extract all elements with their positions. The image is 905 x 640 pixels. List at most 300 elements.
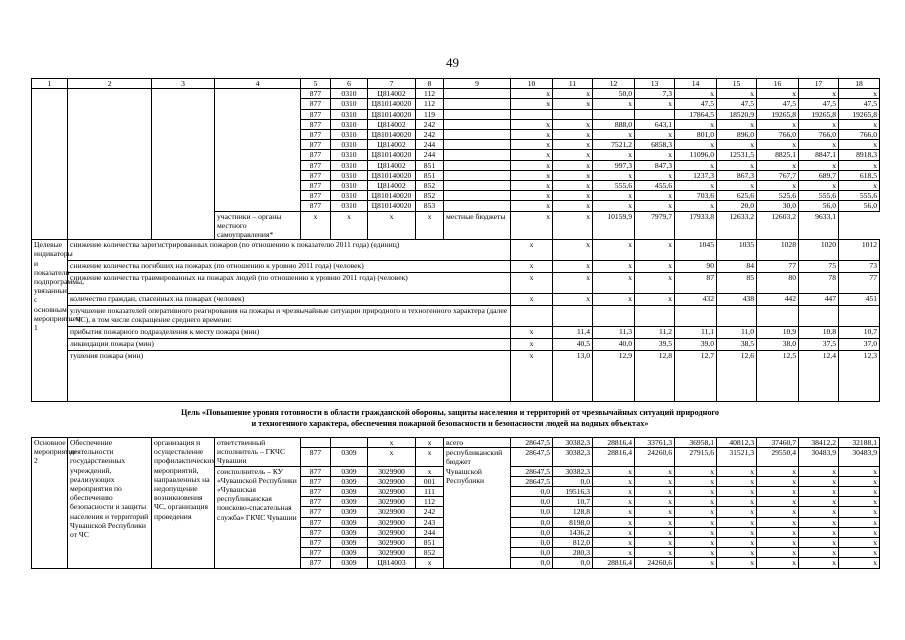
value-cell: x [799, 181, 839, 191]
code-cell: Ц814002 [368, 140, 416, 150]
code-cell: 877 [301, 548, 331, 558]
value-cell: 30382,3 [553, 466, 593, 476]
indicator-text: улучшение показателей оперативного реагирования на пожары и чрезвычайные ситуации природного и техногенного характера (далее – ЧС), в том числе сокращение среднего времени: [68, 306, 511, 327]
code-cell: Ц810140020 [368, 191, 416, 201]
column-number: 13 [635, 79, 675, 89]
value-cell: x [553, 119, 593, 129]
code-cell: 0310 [331, 181, 368, 191]
value-cell: 0,0 [511, 507, 553, 517]
value-cell: x [511, 181, 553, 191]
indicator-text: количество граждан, спасенных на пожарах (человек) [68, 294, 511, 306]
value-cell: x [511, 201, 553, 211]
value-cell: 47,5 [799, 99, 839, 109]
value-cell: 38,5 [717, 339, 757, 351]
value-cell: x [593, 476, 635, 486]
value-cell: x [717, 160, 757, 170]
indicator-row [32, 294, 880, 306]
column-number: 2 [68, 79, 152, 89]
value-cell: x [757, 497, 799, 507]
code-cell: 877 [301, 538, 331, 548]
column-number: 15 [717, 79, 757, 89]
value-cell: 0,0 [511, 517, 553, 527]
value-cell: 30483,9 [839, 448, 880, 466]
value-cell: 12,6 [717, 351, 757, 402]
value-cell: x [799, 538, 839, 548]
code-cell: 0309 [331, 448, 368, 466]
code-cell: 877 [301, 476, 331, 486]
value-cell: x [635, 201, 675, 211]
empty-cell [152, 89, 215, 240]
value-cell: 56,0 [799, 201, 839, 211]
value-cell: 30483,9 [799, 448, 839, 466]
value-cell: 38412,2 [799, 438, 839, 448]
value-cell: 11,0 [717, 327, 757, 339]
value-cell: 28647,5 [511, 438, 553, 448]
value-cell: x [553, 261, 593, 273]
value-cell [444, 201, 511, 211]
code-cell: Ц814003 [368, 558, 416, 568]
value-cell: 0,0 [511, 548, 553, 558]
code-cell: x [368, 438, 416, 448]
value-cell: x [839, 548, 880, 558]
column-number: 10 [511, 79, 553, 89]
value-cell: x [757, 89, 799, 99]
value-cell: x [675, 538, 717, 548]
value-cell: x [799, 119, 839, 129]
code-cell: 3029900 [368, 487, 416, 497]
value-cell: 47,5 [839, 99, 880, 109]
value-cell: 28647,5 [511, 476, 553, 486]
value-cell: x [511, 89, 553, 99]
value-cell: 12,3 [839, 351, 880, 402]
value-cell: 39,0 [675, 339, 717, 351]
code-cell: 3029900 [368, 497, 416, 507]
code-cell: 001 [416, 476, 444, 486]
value-cell: x [593, 201, 635, 211]
code-cell: 0309 [331, 527, 368, 537]
code-cell: 3029900 [368, 517, 416, 527]
code-cell: 877 [301, 140, 331, 150]
value-cell: 455,6 [635, 181, 675, 191]
value-cell: 766,0 [839, 130, 880, 140]
value-cell: 11,1 [675, 327, 717, 339]
value-cell: 767,7 [757, 170, 799, 180]
indicator-text: снижение количества зарегистрированных пожаров (по отношению к показателю 2011 года) (единиц) [68, 240, 511, 261]
indicator-row [32, 351, 880, 402]
value-cell: x [799, 487, 839, 497]
value-cell: 17864,5 [675, 109, 717, 119]
code-cell: 877 [301, 99, 331, 109]
value-cell: 1028 [757, 240, 799, 261]
value-cell: x [675, 507, 717, 517]
value-cell: x [839, 527, 880, 537]
code-cell: 3029900 [368, 548, 416, 558]
value-cell: x [839, 160, 880, 170]
value-cell: 73 [839, 261, 880, 273]
code-cell: 852 [416, 191, 444, 201]
value-cell: x [757, 558, 799, 568]
value-cell: x [593, 170, 635, 180]
indicator-text: прибытия пожарного подразделения к месту пожара (мин) [68, 327, 511, 339]
code-cell: 242 [416, 119, 444, 129]
indicator-text: тушения пожара (мин) [68, 351, 511, 402]
value-cell: 39,5 [635, 339, 675, 351]
value-cell: 12,4 [799, 351, 839, 402]
value-cell: x [635, 130, 675, 140]
column-number: 17 [799, 79, 839, 89]
value-cell: x [675, 558, 717, 568]
column-number: 5 [301, 79, 331, 89]
code-cell: 0309 [331, 476, 368, 486]
code-cell: 877 [301, 150, 331, 160]
value-cell: 28816,4 [593, 558, 635, 568]
value-cell: 19265,8 [757, 109, 799, 119]
value-cell: 11,3 [593, 327, 635, 339]
value-cell: x [511, 351, 553, 402]
value-cell: 47,5 [675, 99, 717, 109]
value-cell: x [593, 517, 635, 527]
participants-label: участники – органы местного самоуправления* [215, 211, 301, 240]
value-cell: x [717, 466, 757, 476]
value-cell: x [675, 140, 717, 150]
value-cell: 78 [799, 273, 839, 294]
value-cell: x [593, 130, 635, 140]
code-cell: 0309 [331, 548, 368, 558]
code-cell: 3029900 [368, 466, 416, 476]
value-cell: x [511, 261, 553, 273]
code-cell: x [416, 211, 444, 240]
code-cell: 877 [301, 191, 331, 201]
code-cell: 0309 [331, 466, 368, 476]
indicator-row [32, 261, 880, 273]
value-cell [593, 109, 635, 119]
value-cell [444, 170, 511, 180]
value-cell: 13,0 [553, 351, 593, 402]
value-cell: x [635, 527, 675, 537]
value-cell: x [635, 273, 675, 294]
code-cell: 877 [301, 497, 331, 507]
value-cell: x [635, 261, 675, 273]
code-cell: 112 [416, 497, 444, 507]
value-cell: x [553, 294, 593, 306]
indicator-text: снижение количества погибших на пожарах (по отношению к уровню 2011 года) (человек) [68, 261, 511, 273]
value-cell: 47,5 [717, 99, 757, 109]
value-cell: x [553, 99, 593, 109]
code-cell: Ц810140020 [368, 150, 416, 160]
value-cell: 28816,4 [593, 438, 635, 448]
value-cell: 28647,5 [511, 448, 553, 466]
code-cell: Ц814002 [368, 181, 416, 191]
value-cell: x [757, 181, 799, 191]
value-cell: 75 [799, 261, 839, 273]
value-cell: 19265,8 [839, 109, 880, 119]
value-cell: 37,0 [839, 339, 880, 351]
value-cell: 30382,3 [553, 438, 593, 448]
value-cell: x [799, 517, 839, 527]
value-cell: 10,9 [757, 327, 799, 339]
value-cell: x [593, 99, 635, 109]
value-cell: 28816,4 [593, 448, 635, 466]
code-cell: 0310 [331, 140, 368, 150]
value-cell: x [511, 140, 553, 150]
value-cell [511, 306, 553, 327]
column-number: 9 [444, 79, 511, 89]
code-cell: 0310 [331, 150, 368, 160]
code-cell: 877 [301, 109, 331, 119]
value-cell: 1035 [717, 240, 757, 261]
code-cell: 877 [301, 507, 331, 517]
value-cell: 6858,3 [635, 140, 675, 150]
code-cell: Ц814002 [368, 119, 416, 129]
value-cell: x [553, 160, 593, 170]
value-cell: 128,8 [553, 507, 593, 517]
value-cell: x [675, 476, 717, 486]
value-cell: x [675, 119, 717, 129]
value-cell [444, 99, 511, 109]
value-cell: x [799, 507, 839, 517]
value-cell: x [635, 466, 675, 476]
value-cell: 47,5 [757, 99, 799, 109]
value-cell: 432 [675, 294, 717, 306]
code-cell: x [368, 448, 416, 466]
value-cell: 24260,6 [635, 448, 675, 466]
value-cell: x [717, 487, 757, 497]
value-cell: 90 [675, 261, 717, 273]
indicator-row [32, 327, 880, 339]
value-cell: 20,0 [717, 201, 757, 211]
value-cell: x [799, 160, 839, 170]
code-cell: x [416, 448, 444, 466]
value-cell: x [757, 487, 799, 497]
column-number: 16 [757, 79, 799, 89]
value-cell: x [675, 201, 717, 211]
code-cell: 3029900 [368, 527, 416, 537]
value-cell: 12531,5 [717, 150, 757, 160]
value-cell: x [635, 507, 675, 517]
column-number: 14 [675, 79, 717, 89]
value-cell: x [553, 273, 593, 294]
value-cell: 50,0 [593, 89, 635, 99]
goal-line-1: Цель «Повышение уровня готовности в области гражданской обороны, защиты населения и территорий от чрезвычайных ситуаций природного [180, 408, 720, 417]
value-cell: x [799, 548, 839, 558]
value-cell: 451 [839, 294, 880, 306]
code-cell: x [368, 211, 416, 240]
empty-cell [215, 89, 301, 211]
value-cell: 77 [757, 261, 799, 273]
table-row [32, 438, 880, 448]
value-cell: 888,0 [593, 119, 635, 129]
code-cell: 0310 [331, 191, 368, 201]
co-executor: соисполнитель – КУ «Чувашской Республики «Чувашская республиканская поисково-спасательная служба» ГКЧС Чувашии [215, 466, 301, 568]
funding-source: всего [444, 438, 511, 448]
funding-source: местные бюджеты [444, 211, 511, 240]
value-cell: x [757, 548, 799, 558]
code-cell: 851 [416, 170, 444, 180]
column-number: 3 [152, 79, 215, 89]
value-cell: 40,0 [593, 339, 635, 351]
value-cell: x [675, 89, 717, 99]
value-cell: x [799, 140, 839, 150]
value-cell: x [635, 294, 675, 306]
value-cell: x [717, 119, 757, 129]
value-cell: 8918,3 [839, 150, 880, 160]
value-cell: x [593, 261, 635, 273]
value-cell: 689,7 [799, 170, 839, 180]
column-number: 7 [368, 79, 416, 89]
code-cell: 3029900 [368, 507, 416, 517]
value-cell: 17933,8 [675, 211, 717, 240]
value-cell: 1012 [839, 240, 880, 261]
value-cell [444, 191, 511, 201]
value-cell: x [553, 211, 593, 240]
value-cell: x [839, 487, 880, 497]
value-cell: 9633,1 [799, 211, 839, 240]
value-cell: 0,0 [511, 487, 553, 497]
value-cell: 847,3 [635, 160, 675, 170]
value-cell [717, 306, 757, 327]
value-cell: 0,0 [553, 558, 593, 568]
code-cell: Ц810140020 [368, 109, 416, 119]
value-cell: x [799, 476, 839, 486]
code-cell: 0309 [331, 558, 368, 568]
value-cell: x [593, 497, 635, 507]
value-cell: x [799, 466, 839, 476]
value-cell: 280,3 [553, 548, 593, 558]
code-cell: x [416, 438, 444, 448]
code-cell: 851 [416, 160, 444, 170]
value-cell: x [675, 181, 717, 191]
code-cell: 0309 [331, 497, 368, 507]
value-cell: x [635, 150, 675, 160]
value-cell: 11,2 [635, 327, 675, 339]
value-cell: 24260,6 [635, 558, 675, 568]
code-cell: 243 [416, 517, 444, 527]
value-cell: 442 [757, 294, 799, 306]
value-cell: 896,0 [717, 130, 757, 140]
value-cell: x [717, 507, 757, 517]
code-cell: 0309 [331, 507, 368, 517]
code-cell: 119 [416, 109, 444, 119]
code-cell: 877 [301, 201, 331, 211]
indicator-text: снижение количества травмированных на пожарах людей (по отношению к уровню 2011 года) (человек) [68, 273, 511, 294]
value-cell: x [593, 191, 635, 201]
value-cell: 56,0 [839, 201, 880, 211]
value-cell: 997,3 [593, 160, 635, 170]
value-cell: x [757, 507, 799, 517]
value-cell: x [757, 140, 799, 150]
value-cell: x [839, 466, 880, 476]
value-cell [444, 140, 511, 150]
value-cell: x [553, 130, 593, 140]
column-number: 8 [416, 79, 444, 89]
code-cell: 0310 [331, 201, 368, 211]
value-cell: x [593, 273, 635, 294]
value-cell: x [839, 497, 880, 507]
indicator-row [32, 273, 880, 294]
value-cell: 1020 [799, 240, 839, 261]
page-number: 49 [446, 55, 459, 70]
code-cell: 853 [416, 201, 444, 211]
value-cell: 12,8 [635, 351, 675, 402]
code-cell: 0309 [331, 538, 368, 548]
code-cell: 0310 [331, 130, 368, 140]
value-cell: x [799, 89, 839, 99]
value-cell: x [511, 211, 553, 240]
value-cell: x [839, 89, 880, 99]
value-cell: x [675, 517, 717, 527]
value-cell: 7,3 [635, 89, 675, 99]
value-cell: x [511, 273, 553, 294]
value-cell: 85 [717, 273, 757, 294]
value-cell: x [717, 89, 757, 99]
code-cell: 877 [301, 181, 331, 191]
value-cell: 438 [717, 294, 757, 306]
value-cell: x [635, 99, 675, 109]
value-cell: 87 [675, 273, 717, 294]
value-cell: x [553, 89, 593, 99]
value-cell: x [839, 140, 880, 150]
value-cell: 12633,2 [717, 211, 757, 240]
value-cell: x [593, 150, 635, 160]
value-cell: 19265,8 [799, 109, 839, 119]
column-number: 4 [215, 79, 301, 89]
code-cell: x [301, 211, 331, 240]
funding-source: республиканский бюджет Чувашской Республики [444, 448, 511, 568]
value-cell: x [553, 181, 593, 191]
value-cell: x [675, 466, 717, 476]
value-cell: x [757, 119, 799, 129]
table-row [32, 89, 880, 99]
code-cell: 0310 [331, 170, 368, 180]
value-cell: x [553, 240, 593, 261]
value-cell: 10,7 [553, 497, 593, 507]
value-cell: x [839, 181, 880, 191]
value-cell: 10,7 [839, 327, 880, 339]
header-row [32, 79, 880, 89]
code-cell: 3029900 [368, 476, 416, 486]
value-cell: x [757, 160, 799, 170]
value-cell: 618,5 [839, 170, 880, 180]
event-activity: организация и осуществление профилактических мероприятий, направленных на недопущение возникновения ЧС, организация проведения [152, 438, 215, 569]
value-cell [553, 109, 593, 119]
value-cell: 0,0 [511, 538, 553, 548]
value-cell: x [593, 240, 635, 261]
value-cell: 703,6 [675, 191, 717, 201]
value-cell: 8198,0 [553, 517, 593, 527]
code-cell: Ц814002 [368, 160, 416, 170]
value-cell: 12,5 [757, 351, 799, 402]
code-cell: 877 [301, 527, 331, 537]
value-cell: x [717, 538, 757, 548]
value-cell: 29550,4 [757, 448, 799, 466]
value-cell: x [717, 517, 757, 527]
value-cell: x [635, 487, 675, 497]
value-cell: 555,6 [799, 191, 839, 201]
value-cell: x [511, 240, 553, 261]
value-cell: x [511, 99, 553, 109]
value-cell: x [675, 497, 717, 507]
value-cell: x [635, 538, 675, 548]
value-cell: x [675, 487, 717, 497]
code-cell: Ц810140020 [368, 170, 416, 180]
value-cell: x [717, 527, 757, 537]
code-cell: 877 [301, 130, 331, 140]
value-cell: x [511, 160, 553, 170]
code-cell: Ц814002 [368, 89, 416, 99]
value-cell: x [757, 527, 799, 537]
value-cell: x [553, 170, 593, 180]
column-number: 6 [331, 79, 368, 89]
